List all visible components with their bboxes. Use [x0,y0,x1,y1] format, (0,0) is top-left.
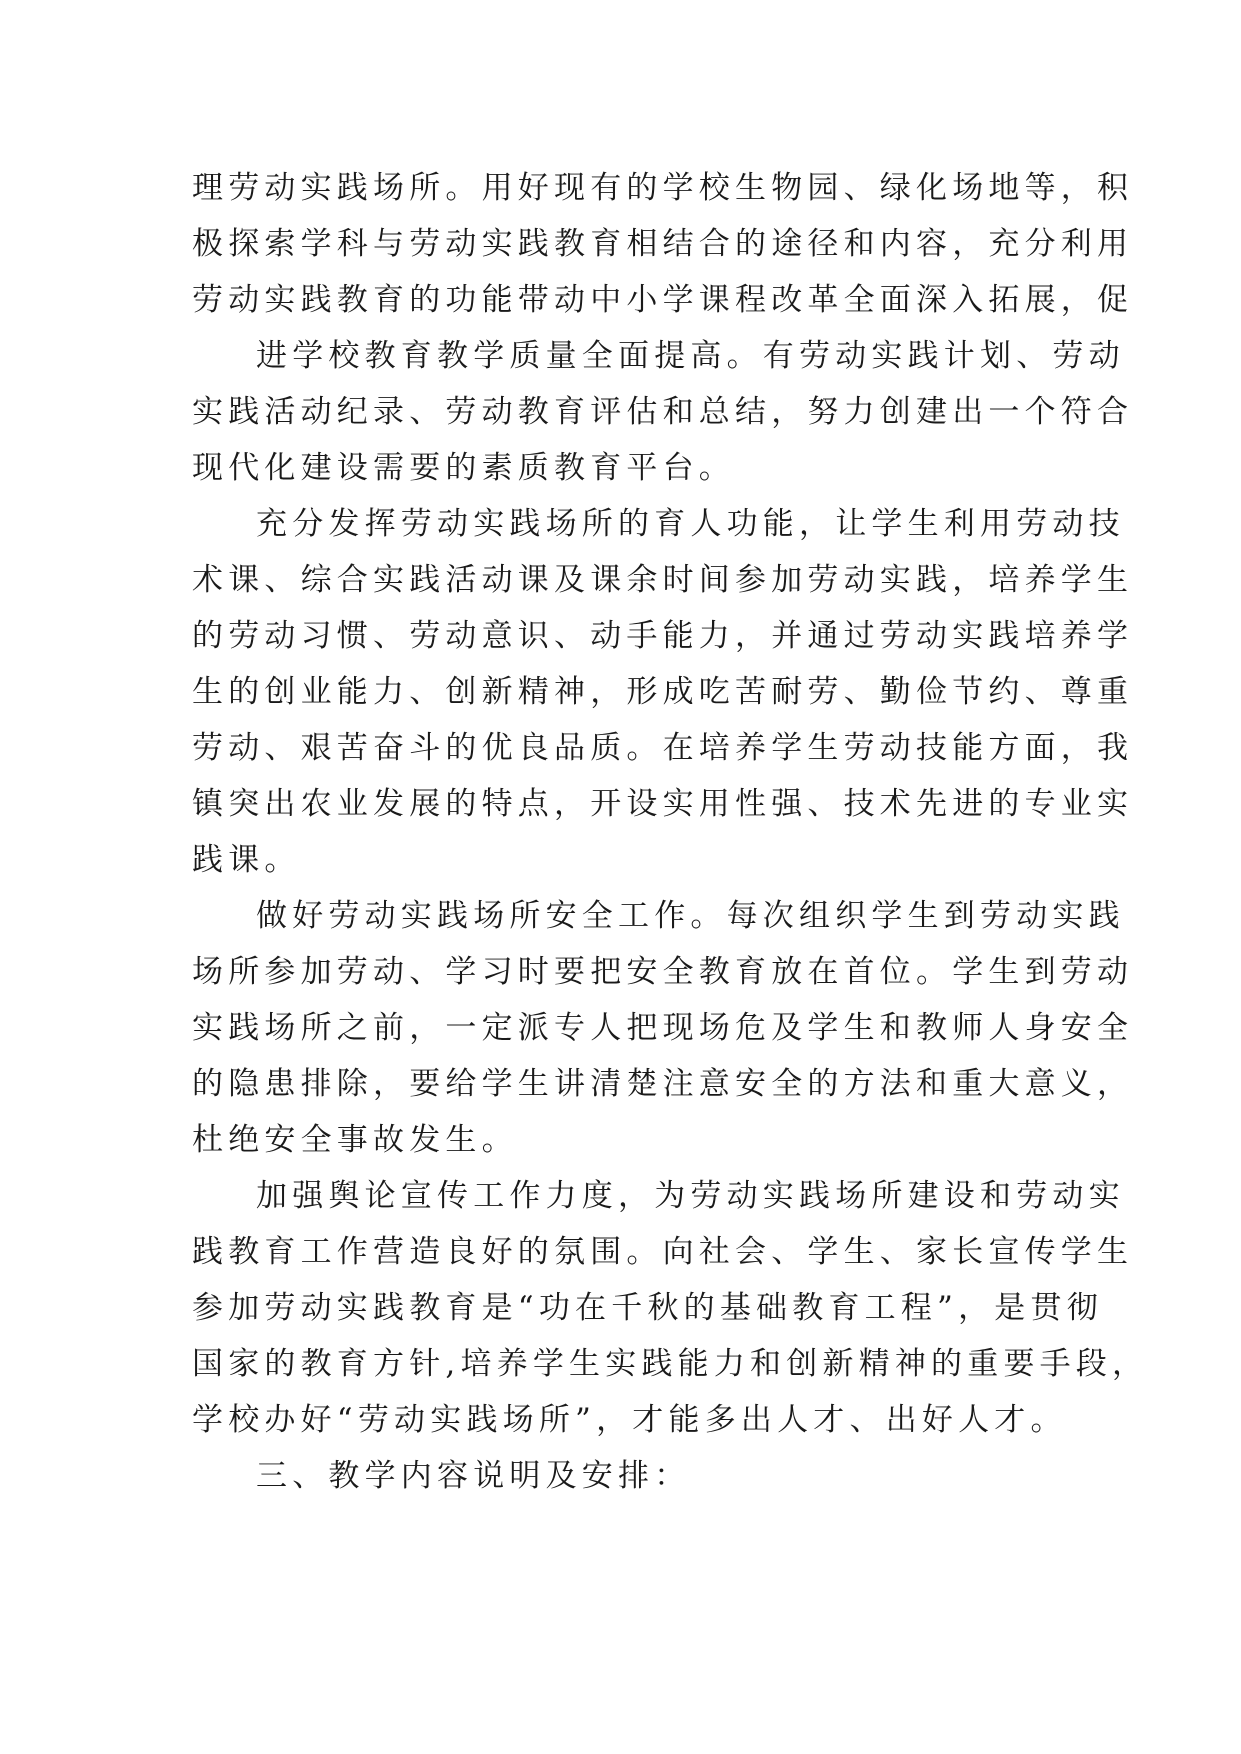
text-line: 国家的教育方针,培养学生实践能力和创新精神的重要手段， [192,1346,1149,1382]
text-line: 场所参加劳动、学习时要把安全教育放在首位。学生到劳动 [192,954,1134,990]
text-line: 镇突出农业发展的特点，开设实用性强、技术先进的专业实 [192,786,1134,822]
text-line: 生的创业能力、创新精神，形成吃苦耐劳、勤俭节约、尊重 [192,674,1134,710]
paragraph-start-line: 加强舆论宣传工作力度，为劳动实践场所建设和劳动实 [256,1178,1125,1214]
text-line: 实践活动纪录、劳动教育评估和总结，努力创建出一个符合 [192,394,1134,430]
text-line: 践教育工作营造良好的氛围。向社会、学生、家长宣传学生 [192,1234,1134,1270]
paragraph-start-line: 做好劳动实践场所安全工作。每次组织学生到劳动实践 [256,898,1125,934]
text-line: 学校办好“劳动实践场所”，才能多出人才、出好人才。 [192,1402,1067,1438]
text-line: 理劳动实践场所。用好现有的学校生物园、绿化场地等，积 [192,170,1134,206]
text-line: 的劳动习惯、劳动意识、动手能力，并通过劳动实践培养学 [192,618,1134,654]
section-heading: 三、教学内容说明及安排： [256,1458,691,1494]
text-line: 践课。 [192,842,301,878]
text-line: 杜绝安全事故发生。 [192,1122,518,1158]
paragraph-start-line: 进学校教育教学质量全面提高。有劳动实践计划、劳动 [256,338,1125,374]
paragraph-start-line: 充分发挥劳动实践场所的育人功能，让学生利用劳动技 [256,506,1125,542]
text-line: 劳动实践教育的功能带动中小学课程改革全面深入拓展，促 [192,282,1134,318]
document-body [192,160,1149,1504]
text-line: 实践场所之前，一定派专人把现场危及学生和教师人身安全 [192,1010,1134,1046]
text-line: 极探索学科与劳动实践教育相结合的途径和内容，充分利用 [192,226,1134,262]
text-line: 劳动、艰苦奋斗的优良品质。在培养学生劳动技能方面，我 [192,730,1134,766]
text-line: 的隐患排除，要给学生讲清楚注意安全的方法和重大意义， [192,1066,1134,1102]
text-line: 术课、综合实践活动课及课余时间参加劳动实践，培养学生 [192,562,1134,598]
text-line: 现代化建设需要的素质教育平台。 [192,450,735,486]
text-line: 参加劳动实践教育是“功在千秋的基础教育工程”，是贯彻 [192,1290,1103,1326]
